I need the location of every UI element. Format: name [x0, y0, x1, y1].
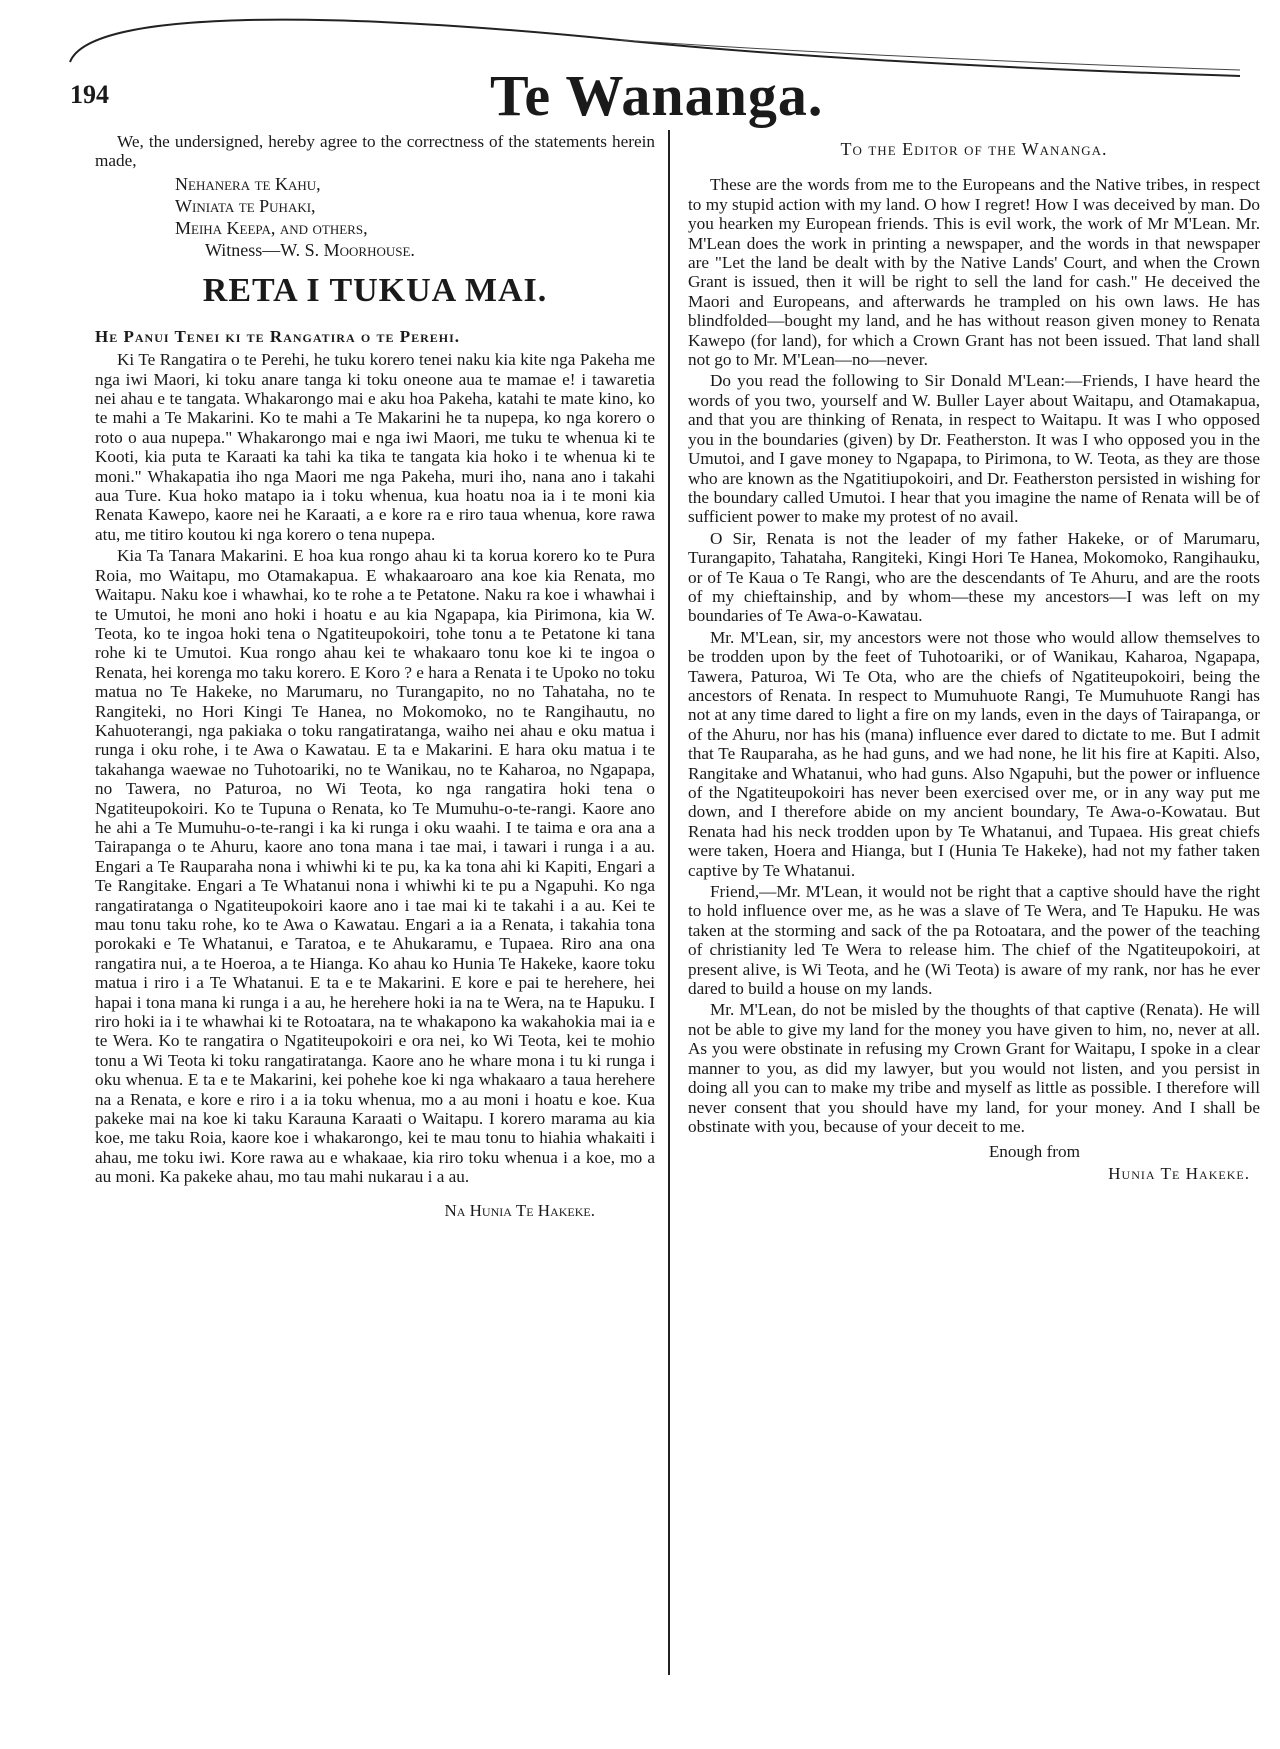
- closing-line: Enough from: [988, 1142, 1080, 1162]
- english-paragraph: Mr. M'Lean, do not be misled by the thoughts of that captive (Renata). He will not be able to give my land for the money you have given to him, no, never at all. As you were obstinate in refusing my Crown Grant for Waitapu, I spoke in a clear manner to you, as did my lawyer, but you would not listen, and you persist in doing all you can to make my tribe and myself as little as possible. I therefore will never consent that you should have my land, for your money. And I shall be obstinate with you, because of your deceit to me.: [688, 1000, 1260, 1136]
- left-column: [95, 132, 655, 1220]
- letter-signature: Na Hunia Te Hakeke.: [444, 1200, 595, 1220]
- english-paragraph: These are the words from me to the Europeans and the Native tribes, in respect to my stupid action with my land. O how I regret! How I was deceived by man. Do you hearken my European friends. This is evil work, the work of Mr M'Lean. Mr. M'Lean does the work in printing a newspaper, and the words in that newspaper are "Let the land be dealt with by the Native Lands' Court, and when the Crown Grant is issued, then it will be right to sell the land for cash." He deceived the Maori and Europeans, and afterwards he trampled on his own laws. He has blindfolded—bought my land, and he has without reason given money to Renata Kawepo (for land), for which a Crown Grant has not been issued. That land shall not go to Mr. M'Lean—no—never.: [688, 175, 1260, 370]
- column-divider: [668, 130, 670, 1675]
- english-paragraph: Friend,—Mr. M'Lean, it would not be right that a captive should have the right to hold influence over me, as he was a slave of Te Wera, and Te Hapuku. He was taken at the storming and sack of the pa Rotoatara, and the power of the teaching of christianity led Te Wera to release him. The chief of the Ngatiteupokoiri, at present alive, is Wi Teota, and he (Wi Teota) is aware of my rank, nor has he ever dared to build a house on my lands.: [688, 882, 1260, 999]
- english-paragraph: Do you read the following to Sir Donald M'Lean:—Friends, I have heard the words of you two, yourself and W. Buller Layer about Waitapu, and Otamakapua, and that you are thinking of Renata, in respect to Waitapu. It was I who opposed you in the boundaries (given) by Dr. Featherston. It was I who opposed you in the Umutoi, and I gave money to Ngapapa, to Pirimona, to W. Teota, as they are those who are known as the Ngatitiupokoiri, and Dr. Featherston persisted in wishing for the boundary called Umutoi. I hear that you imagine the name of Renata will be of sufficient power to make my protest of no avail.: [688, 371, 1260, 527]
- editor-heading: To the Editor of the Wananga.: [840, 139, 1108, 159]
- maori-paragraph: Ki Te Rangatira o te Perehi, he tuku korero tenei naku kia kite nga Pakeha me nga iwi Maori, ki toku anare tanga ki toku oneone aua te mamae e! i tawaretia nei ahau e te tangata. Whakarongo mai e aku hoa Pakeha, katahi te mate kino, ko te mahi a Te Makarini. Ko te mahi a Te Makarini he ta nupepa, ko nga korero o roto o aua nupepa." Whakarongo mai e nga iwi Maori, me tuku te whenua ki te Kooti, kia puta te Karaati ka tahi ka tika te tangata kia hoko i te whenua ki te moni." Whakapatia iho nga Maori me nga Pakeha, muri iho, nana ano i takahi aua Ture. Kua hoko matapo ia i toku whenua, kua hoatu noa ia i te moni kia Renata Kawepo, kaore nei he Karaati, a e kore ra e riro taua whenua, kore rawa atu, me titiro koutou ki nga korero o tena nupepa.: [95, 350, 655, 544]
- masthead-title: Te Wananga.: [490, 63, 824, 128]
- letter-signature: Hunia Te Hakeke.: [1108, 1163, 1250, 1183]
- english-paragraph: Mr. M'Lean, sir, my ancestors were not those who would allow themselves to be trodden upon by the feet of Tuhotoariki, or of Wanikau, Kaharoa, Ngapapa, Tawera, Paturoa, Wi Te Ota, who are the chiefs of Ngatiteupokoiri, being the ancestors of Renata. In respect to Mumuhuote Rangi, Te Mumuhuote Rangi has not at any time dared to light a fire on my lands, even in the days of Tairapanga, or of the Ahuru, nor has his (mana) influence ever dared to dictate to me. But I admit that Te Rauparaha, as he had guns, and we had none, he lit his fire at Kapiti. Also, Rangitake and Whatanui, who had guns. Also Ngapuhi, but the power or influence of the Ngatiteupokoiri has never been exercised over me, or in any way put me down, and I therefore abide on my ancient boundary, Te Awa-o-Kowatau. But Renata had his neck trodden upon by Te Whatanui, and Tupaea. His great chiefs were taken, Hoera and Hianga, but I (Hunia Te Hakeke), had not my father taken captive by Te Whatanui.: [688, 627, 1260, 880]
- signatory: Winiata te Puhaki,: [175, 195, 316, 216]
- english-paragraph: O Sir, Renata is not the leader of my father Hakeke, or of Marumaru, Turangapito, Tahataha, Rangiteki, Kingi Hori Te Hanea, Mokomoko, Rangihauku, or of Te Kaua o Te Rangi, who are the descendants of Te Ahuru, and are the roots of my chieftainship, and by whom—these my ancestors—I was left on my boundaries of Te Awa-o-Kawatau.: [688, 528, 1260, 626]
- right-column: [688, 132, 1260, 1183]
- witness-name: W. S. Moorhouse.: [280, 239, 415, 260]
- page-number: 194: [70, 80, 109, 109]
- letter-subheading: He Panui Tenei ki te Rangatira o te Perehi.: [95, 326, 461, 346]
- section-title: RETA I TUKUA MAI.: [202, 271, 548, 309]
- signatory: Meiha Keepa, and others,: [175, 217, 368, 238]
- witness-line: [205, 239, 655, 261]
- maori-paragraph: Kia Ta Tanara Makarini. E hoa kua rongo ahau ki ta korua korero ko te Pura Roia, mo Waitapu, mo Otamakapua. E whakaaroaro ana koe kia Renata, mo Waitapu. Naku koe i whawhai, ko te rohe a te Petatone. Naku ra koe i whawhai i te Umutoi, he moni ano hoki i hoatu e au kia Ngapapa, kia Pirimona, kia W. Teota, ko te ingoa hoki tena o Ngatiteupokoiri, tohe tonu a te Petatone ki tana rohe ki te Umutoi. Kua rongo ahau kei te whakaaro tonu koe ki te ingoa o Renata, hei korenga mo taku korero. E Koro ? e hara a Renata i te Upoko no toku matua no Te Hakeke, no Marumaru, no Turangapito, no no Tahataha, no te Rangiteki, no Hori Kingi Te Hanea, no Mokomoko, no te Rangihautu, no Kahuoterangi, nga pakiaka o toku rangatiratanga, waiho nei ahau e oku matua i runga i oku rohe, i te Awa o Kawatau. E ta e Makarini. E hara oku matua i te takahanga waewae no Tuhotoariki, no te Wanikau, no te Kaharoa, no Ngapapa, no Tawera, no Paturoa, no Wi Teota, ko nga rangatira hoki tena o Ngatiteupokoiri. Ko te Tupuna o Renata, ko Te Mumuhu-o-te-rangi. Kaore ano he ahi a Te Mumuhu-o-te-rangi i ka ki runga i oku waahi. I te taima e ora ana a Tairapanga o te Ahuru, kaore ano tona mana i tae mai, i tawari i runga i a au. Engari a Te Rauparaha nona i whiwhi ki te pu, ka ka tona ahi ki Kapiti, Engari a Te Rangitake. Engari a Te Whatanui nona i whiwhi ki te pu a Ngapuhi. Ko nga rangatiratanga o Ngatiteupokoiri kaore ano i tae mai ki te takahi i a au. Kei te mau tonu taku rohe, ko te Awa o Kawatau. Engari a ia a Renata, i takahia tona porokaki e Te Whatanui, e Taratoa, e te Ahukaramu, e Tupaea. Riro ana ona rangatira nui, a te Hoeroa, a te Hianga. Ko ahau ko Hunia Te Hakeke, kaore toku matua i riro i a Te Whatanui. E ta e te Makarini. E kore e pai te herehere, hei hapai i tona mana ki runga i a au, he herehere hoki ia na te Wera, na te Hapuku. I riro hoki ia i te whawhai ki te Rotoatara, na te whakapono ka wakahokia mai ia e te Wera. Ko te rangatira o Ngatiteupokoiri e ora nei, ko Wi Teota, kei te mohio tonu a Wi Teota ki toku rangatiratanga. Kaore ano he whare mona i tu ki runga i oku whenua. E ta e te Makarini, kei pohehe koe ki nga whakaaro a taua herehere na a Renata, e kore e riro i a ia toku whenua, mo a au moni i hoatu e koe. Kua pakeke mai na koe ki taku Karauna Karaati o Waitapu. I korero marama au kia koe, me taku Roia, kaore koe i whakarongo, kei te mau tonu to hiahia whakaiti i ahau, me toku iwi. Kore rawa au e whakaae, kia riro toku whenua i a koe, mo a au moni. Ka pakeke ahau, mo tau mahi nukarau i a au.: [95, 546, 655, 1187]
- witness-label: Witness—: [205, 239, 281, 260]
- agreement-statement: We, the undersigned, hereby agree to the correctness of the statements herein made,: [95, 132, 655, 171]
- page-header: [70, 62, 1250, 128]
- signatory: Nehanera te Kahu,: [175, 173, 321, 194]
